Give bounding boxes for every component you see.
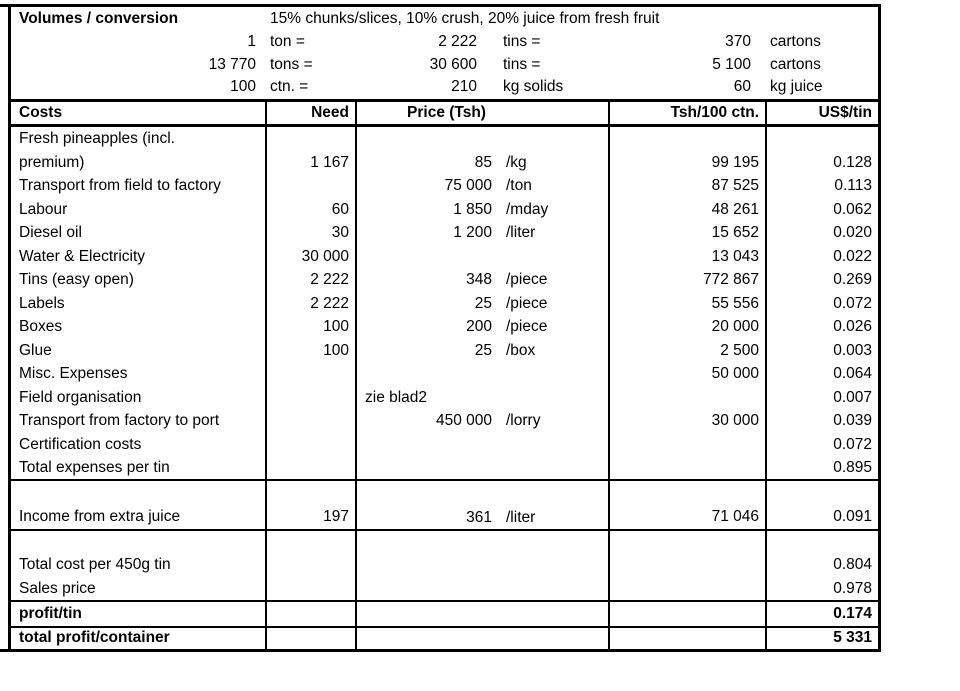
empty-cell	[608, 628, 765, 649]
price-unit: /piece	[506, 318, 548, 335]
cost-tsh	[608, 386, 765, 410]
income-row	[11, 481, 878, 531]
cost-tsh: 20 000	[608, 315, 765, 339]
cost-label: premium)	[19, 153, 85, 171]
cost-need: 100	[265, 339, 355, 363]
cost-price-cell	[355, 245, 608, 269]
cost-need	[265, 174, 355, 198]
cost-price-cell	[355, 127, 608, 151]
cost-label: Misc. Expenses	[19, 365, 128, 382]
cost-tsh: 15 652	[608, 221, 765, 245]
cost-label: Boxes	[19, 318, 63, 335]
volume-unit: tins =	[503, 55, 541, 73]
volume-unit: ctn. =	[270, 78, 309, 96]
cost-price-cell	[355, 292, 608, 316]
empty-cell	[265, 531, 355, 600]
income-label: Income from extra juice	[19, 508, 181, 525]
price-value: 361	[466, 508, 492, 526]
cost-tsh	[608, 127, 765, 151]
table-header-row	[11, 99, 878, 127]
cost-need	[265, 386, 355, 410]
price-unit: /liter	[506, 224, 536, 241]
cost-need	[265, 409, 355, 433]
cost-line	[11, 433, 878, 457]
cost-price-cell	[355, 339, 608, 363]
empty-cell	[608, 602, 765, 626]
price-value: 25	[474, 341, 492, 359]
cost-label: Glue	[19, 341, 52, 359]
price-value: 25	[474, 294, 492, 312]
cost-line	[11, 292, 878, 316]
price-value: 450 000	[435, 412, 492, 429]
price-value: 75 000	[444, 177, 492, 194]
cost-price-cell	[355, 362, 608, 386]
volume-unit: tins =	[503, 33, 541, 50]
volumes-title: Volumes / conversion	[19, 10, 179, 27]
cost-price-cell	[355, 409, 608, 433]
volume-unit: cartons	[770, 55, 821, 73]
cost-price-cell	[355, 198, 608, 222]
cost-usd: 0.007	[765, 386, 878, 410]
price-value: 200	[466, 318, 492, 335]
price-value: 1 850	[453, 200, 492, 218]
empty-cell	[265, 628, 355, 649]
volume-value: 210	[451, 78, 477, 96]
header-costs: Costs	[19, 104, 63, 121]
price-unit: /piece	[506, 294, 548, 312]
empty-cell	[265, 602, 355, 626]
cost-usd: 0.072	[765, 433, 878, 457]
cost-label: Labour	[19, 200, 68, 218]
cost-need	[265, 362, 355, 386]
price-note: zie blad2	[365, 388, 428, 406]
income-price-cell	[355, 481, 608, 529]
price-unit: /piece	[506, 271, 548, 288]
empty-cell	[355, 531, 608, 600]
volumes-rows	[11, 31, 878, 99]
volumes-row	[11, 54, 878, 77]
cost-need: 2 222	[265, 268, 355, 292]
volumes-section	[11, 7, 878, 99]
cost-line	[11, 127, 878, 151]
cost-need: 30 000	[265, 245, 355, 269]
cost-line	[11, 198, 878, 222]
price-value: 348	[466, 271, 492, 288]
cost-tsh: 13 043	[608, 245, 765, 269]
conversion-note: 15% chunks/slices, 10% crush, 20% juice from fresh fruit	[270, 10, 660, 27]
total-cost-label: Total cost per 450g tin	[19, 556, 171, 573]
total-expenses-row	[11, 456, 878, 481]
volume-unit: kg juice	[770, 78, 823, 96]
cost-label: Transport from field to factory	[19, 177, 221, 194]
cost-label: Tins (easy open)	[19, 271, 134, 288]
cost-line	[11, 315, 878, 339]
volume-unit: cartons	[770, 33, 821, 50]
sales-price-label: Sales price	[19, 579, 96, 597]
cost-label: Transport from factory to port	[19, 412, 220, 429]
cost-need: 1 167	[265, 151, 355, 175]
cost-label: Water & Electricity	[19, 247, 146, 265]
cost-label: Certification costs	[19, 435, 142, 453]
cost-line	[11, 386, 878, 410]
cost-line	[11, 268, 878, 292]
cost-price-cell	[355, 174, 608, 198]
cost-label: Diesel oil	[19, 224, 82, 241]
cost-tsh: 87 525	[608, 174, 765, 198]
total-cost-labels	[11, 531, 265, 600]
empty-cell	[355, 602, 608, 626]
volume-value: 5 100	[712, 55, 751, 73]
price-unit: /mday	[506, 200, 549, 218]
income-need: 197	[265, 481, 355, 529]
price-unit: /kg	[506, 153, 527, 171]
empty-cell	[355, 456, 608, 479]
cost-need	[265, 433, 355, 457]
volumes-row	[11, 76, 878, 99]
totals-block	[11, 531, 878, 602]
cost-price-cell	[355, 315, 608, 339]
cost-usd: 0.269	[765, 268, 878, 292]
empty-cell	[608, 531, 765, 600]
cost-line	[11, 339, 878, 363]
volume-value: 13 770	[208, 55, 256, 73]
total-expenses-usd: 0.895	[765, 456, 878, 479]
empty-cell	[608, 456, 765, 479]
cost-price-cell	[355, 221, 608, 245]
price-value: 85	[474, 153, 492, 171]
total-cost-usd: 0.804	[833, 556, 872, 573]
cost-line	[11, 174, 878, 198]
total-cost-values	[765, 531, 878, 600]
header-tsh: Tsh/100 ctn.	[608, 102, 765, 124]
sales-price-usd: 0.978	[833, 579, 872, 597]
cost-tsh: 48 261	[608, 198, 765, 222]
cost-usd: 0.062	[765, 198, 878, 222]
volume-value: 2 222	[438, 33, 477, 50]
cost-usd: 0.064	[765, 362, 878, 386]
cost-tsh: 99 195	[608, 151, 765, 175]
cost-usd: 0.020	[765, 221, 878, 245]
cost-usd: 0.072	[765, 292, 878, 316]
volume-value: 370	[725, 33, 751, 50]
cost-tsh: 772 867	[608, 268, 765, 292]
cost-line	[11, 409, 878, 433]
empty-cell	[265, 456, 355, 479]
cost-usd	[765, 127, 878, 151]
cost-usd: 0.113	[765, 174, 878, 198]
volume-unit: kg solids	[503, 78, 564, 96]
volume-unit: ton =	[270, 33, 305, 50]
cost-usd: 0.022	[765, 245, 878, 269]
cost-calculation-sheet	[8, 4, 881, 652]
cost-price-cell	[355, 386, 608, 410]
cost-need	[265, 127, 355, 151]
income-tsh: 71 046	[608, 481, 765, 529]
cost-tsh: 30 000	[608, 409, 765, 433]
cost-price-cell	[355, 268, 608, 292]
cost-line	[11, 151, 878, 175]
total-expenses-label: Total expenses per tin	[19, 459, 170, 476]
cost-line	[11, 362, 878, 386]
volume-value: 30 600	[429, 55, 477, 73]
cost-price-cell	[355, 433, 608, 457]
costs-rows	[11, 127, 878, 456]
volume-value: 1	[247, 33, 256, 50]
header-price: Price (Tsh)	[355, 102, 608, 124]
cost-need: 30	[265, 221, 355, 245]
header-usd: US$/tin	[765, 102, 878, 124]
cost-need: 100	[265, 315, 355, 339]
cost-usd: 0.003	[765, 339, 878, 363]
cost-label: Field organisation	[19, 388, 142, 406]
volume-unit: tons =	[270, 55, 313, 73]
profit-label: profit/tin	[19, 605, 82, 622]
empty-cell	[355, 628, 608, 649]
volumes-title-row	[11, 7, 878, 31]
cost-tsh	[608, 433, 765, 457]
price-unit: /ton	[506, 177, 532, 194]
container-profit-usd: 5 331	[765, 628, 878, 649]
header-need: Need	[265, 102, 355, 124]
price-unit: /box	[506, 341, 536, 359]
cost-tsh: 55 556	[608, 292, 765, 316]
cost-price-cell	[355, 151, 608, 175]
cost-usd: 0.039	[765, 409, 878, 433]
volume-value: 100	[230, 78, 256, 96]
price-value: 1 200	[453, 224, 492, 241]
price-unit: /lorry	[506, 412, 541, 429]
cost-line	[11, 221, 878, 245]
profit-usd: 0.174	[765, 602, 878, 626]
cost-line	[11, 245, 878, 269]
cost-need: 2 222	[265, 292, 355, 316]
cost-need: 60	[265, 198, 355, 222]
volumes-row	[11, 31, 878, 54]
price-unit: /liter	[506, 508, 536, 526]
cost-usd: 0.128	[765, 151, 878, 175]
cost-label: Fresh pineapples (incl.	[19, 130, 175, 147]
cost-tsh: 2 500	[608, 339, 765, 363]
volume-value: 60	[733, 78, 751, 96]
cost-tsh: 50 000	[608, 362, 765, 386]
income-usd: 0.091	[765, 481, 878, 529]
cost-label: Labels	[19, 294, 65, 312]
container-profit-label: total profit/container	[19, 629, 170, 646]
profit-row	[11, 602, 878, 628]
container-profit-row	[11, 628, 878, 649]
cost-usd: 0.026	[765, 315, 878, 339]
